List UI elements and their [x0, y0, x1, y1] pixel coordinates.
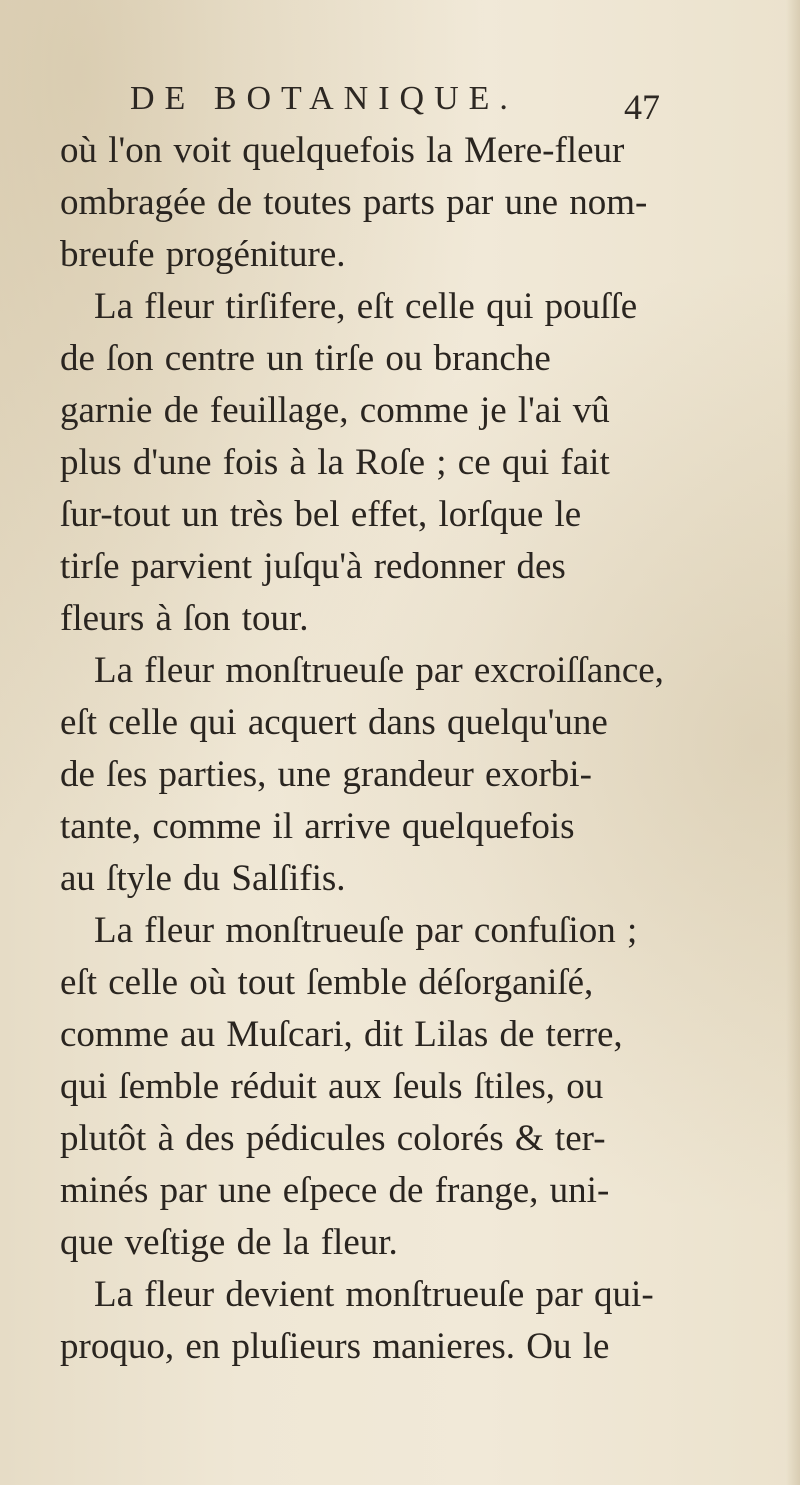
text-line: plutôt à des pédicules colorés & ter- — [60, 1118, 606, 1159]
text-line: ombragée de toutes parts par une nom- — [60, 182, 648, 223]
text-line: La fleur monſtrueuſe par excroiſſance, — [94, 650, 664, 691]
running-head: DE BOTANIQUE. — [130, 80, 518, 117]
text-line: minés par une eſpece de frange, uni- — [60, 1170, 610, 1211]
text-line: comme au Muſcari, dit Lilas de terre, — [60, 1014, 623, 1055]
text-line: eſt celle qui acquert dans quelqu'une — [60, 702, 608, 743]
text-line: La fleur devient monſtrueuſe par qui- — [94, 1274, 654, 1315]
text-line: eſt celle où tout ſemble déſorganiſé, — [60, 962, 594, 1003]
text-line: de ſes parties, une grandeur exorbi- — [60, 754, 592, 795]
text-line: qui ſemble réduit aux ſeuls ſtiles, ou — [60, 1066, 604, 1107]
text-line: plus d'une fois à la Roſe ; ce qui fait — [60, 442, 610, 483]
text-line: fleurs à ſon tour. — [60, 598, 309, 639]
text-line: ſur-tout un très bel effet, lorſque le — [60, 494, 582, 535]
text-line: tirſe parvient juſqu'à redonner des — [60, 546, 566, 587]
text-line: garnie de feuillage, comme je l'ai vû — [60, 390, 610, 431]
page-header — [130, 80, 660, 130]
text-line: au ſtyle du Salſifis. — [60, 858, 346, 899]
text-line: de ſon centre un tirſe ou branche — [60, 338, 551, 379]
text-line: La fleur tirſifere, eſt celle qui pouſſe — [94, 286, 638, 327]
text-line: La fleur monſtrueuſe par confuſion ; — [94, 910, 638, 951]
text-line: breufe progéniture. — [60, 234, 346, 275]
page-number: 47 — [624, 87, 660, 127]
text-line: proquo, en pluſieurs manieres. Ou le — [60, 1326, 610, 1367]
text-line: que veſtige de la fleur. — [60, 1222, 398, 1263]
text-line: tante, comme il arrive quelquefois — [60, 806, 575, 847]
page-edge-shadow — [786, 0, 800, 1485]
body-text — [60, 125, 760, 1373]
text-line: où l'on voit quelquefois la Mere-fleur — [60, 130, 625, 171]
